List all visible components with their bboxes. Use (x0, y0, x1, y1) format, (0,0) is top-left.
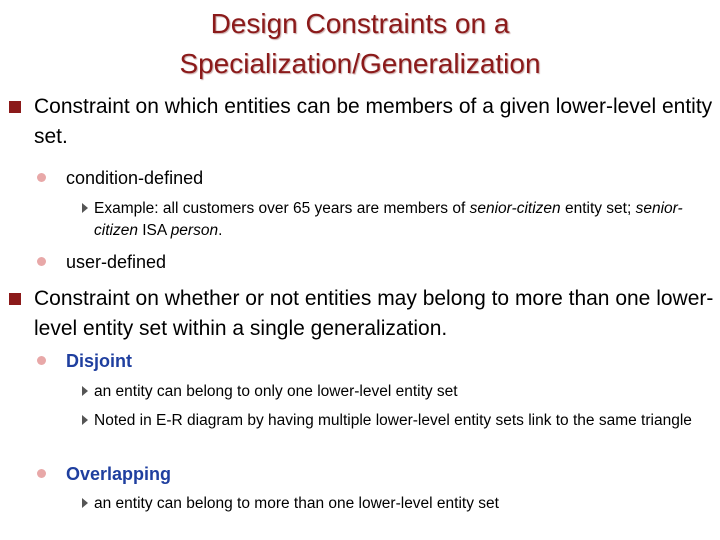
triangle-bullet-icon (82, 386, 88, 396)
bullet-item-overlap-constraint (9, 284, 720, 344)
bullet-item-member-constraint (9, 92, 720, 152)
example-italic-senior-citizen: senior-citizen (94, 200, 683, 239)
square-bullet-icon (9, 101, 21, 113)
round-bullet-icon (37, 356, 46, 365)
example-text: ISA (137, 222, 171, 239)
detail-text: an entity can belong to only one lower-level entity set (94, 383, 458, 400)
sub-item-text: Overlapping (66, 464, 172, 484)
detail-item-overlapping-definition (82, 493, 704, 515)
square-bullet-icon (9, 293, 21, 305)
sub-item-condition-defined (37, 165, 720, 191)
bullet-text: Constraint on whether or not entities may belong to more than one lower-level entity set within a single generalization. (34, 287, 714, 340)
slide-title-line-2: Specialization/Generalization (179, 48, 541, 79)
example-text: entity set; (560, 200, 636, 217)
detail-item-example (82, 198, 704, 242)
detail-item-er-diagram-note (82, 410, 704, 432)
detail-text: an entity can belong to more than one lower-level entity set (94, 495, 499, 512)
detail-text: Noted in E-R diagram by having multiple lower-level entity sets link to the same triangle (94, 412, 692, 429)
sub-item-text: condition-defined (66, 168, 204, 188)
detail-item-disjoint-definition (82, 381, 704, 403)
triangle-bullet-icon (82, 203, 88, 213)
slide-title-line-1: Design Constraints on a (210, 8, 510, 39)
round-bullet-icon (37, 173, 46, 182)
example-text: . (218, 222, 223, 239)
example-text: Example: all customers over 65 years are members of (94, 200, 470, 217)
sub-item-overlapping (37, 461, 720, 487)
sub-item-disjoint (37, 348, 720, 374)
example-italic-senior-citizen: senior-citizen (469, 200, 561, 217)
sub-item-text: Disjoint (66, 351, 132, 371)
slide-title (0, 4, 720, 84)
round-bullet-icon (37, 257, 46, 266)
round-bullet-icon (37, 469, 46, 478)
sub-item-text: user-defined (66, 252, 167, 272)
triangle-bullet-icon (82, 415, 88, 425)
example-italic-person: person (170, 222, 219, 239)
triangle-bullet-icon (82, 498, 88, 508)
bullet-text: Constraint on which entities can be members of a given lower-level entity set. (34, 95, 713, 148)
sub-item-user-defined (37, 249, 720, 275)
